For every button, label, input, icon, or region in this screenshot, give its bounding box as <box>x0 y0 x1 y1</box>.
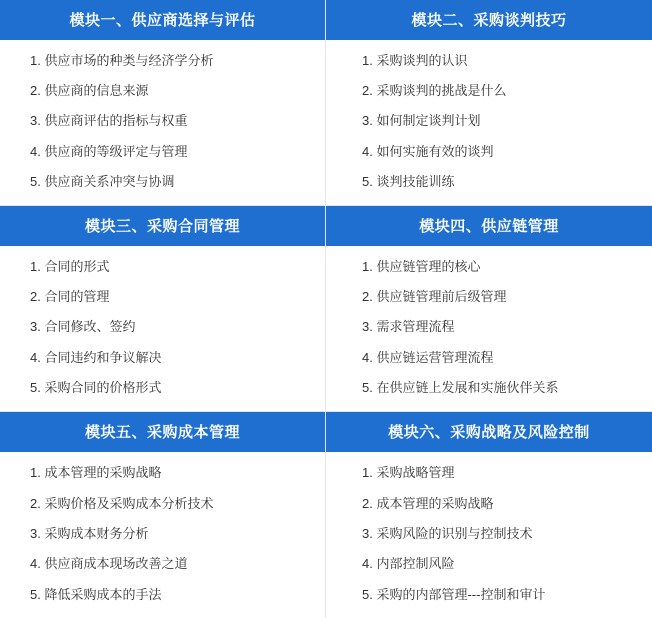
module-item: 2. 供应商的信息来源 <box>30 83 149 99</box>
module-item: 3. 采购成本财务分析 <box>30 525 149 541</box>
module-item: 3. 供应商评估的指标与权重 <box>30 113 188 129</box>
module-title-6: 模块六、采购战略及风险控制 <box>326 412 652 452</box>
module-item: 1. 采购战略管理 <box>362 465 455 481</box>
module-card-1 <box>0 0 326 206</box>
module-item: 4. 供应链运营管理流程 <box>362 349 494 365</box>
module-item: 5. 在供应链上发展和实施伙伴关系 <box>362 379 559 395</box>
module-item: 3. 采购风险的识别与控制技术 <box>362 525 533 541</box>
module-title-3: 模块三、采购合同管理 <box>0 206 325 246</box>
module-item: 4. 供应商成本现场改善之道 <box>30 556 188 572</box>
module-title-1: 模块一、供应商选择与评估 <box>0 0 325 40</box>
module-item: 5. 采购合同的价格形式 <box>30 379 162 395</box>
module-item: 4. 如何实施有效的谈判 <box>362 143 494 159</box>
module-card-3 <box>0 206 326 412</box>
module-item: 2. 采购谈判的挑战是什么 <box>362 83 507 99</box>
module-item: 5. 供应商关系冲突与协调 <box>30 173 175 189</box>
module-title-4: 模块四、供应链管理 <box>326 206 652 246</box>
module-item: 1. 采购谈判的认识 <box>362 53 468 69</box>
module-item: 4. 合同违约和争议解决 <box>30 349 162 365</box>
module-item: 1. 供应市场的种类与经济学分析 <box>30 53 214 69</box>
module-item: 2. 成本管理的采购战略 <box>362 495 494 511</box>
module-item: 1. 成本管理的采购战略 <box>30 465 162 481</box>
module-item: 5. 采购的内部管理---控制和审计 <box>362 586 546 602</box>
module-item: 2. 合同的管理 <box>30 289 110 305</box>
module-item-list-2 <box>326 40 652 205</box>
module-item: 2. 采购价格及采购成本分析技术 <box>30 495 214 511</box>
module-item: 2. 供应链管理前后级管理 <box>362 289 507 305</box>
module-item-list-3 <box>0 246 325 411</box>
module-item: 1. 供应链管理的核心 <box>362 259 481 275</box>
module-item: 4. 内部控制风险 <box>362 556 455 572</box>
module-card-5 <box>0 412 326 618</box>
module-item-list-1 <box>0 40 325 205</box>
module-item-list-5 <box>0 452 325 618</box>
module-item: 5. 降低采购成本的手法 <box>30 586 162 602</box>
module-item: 1. 合同的形式 <box>30 259 110 275</box>
module-item: 4. 供应商的等级评定与管理 <box>30 143 188 159</box>
module-item: 5. 谈判技能训练 <box>362 173 455 189</box>
module-card-2 <box>326 0 652 206</box>
module-item-list-4 <box>326 246 652 411</box>
module-card-6 <box>326 412 652 618</box>
module-title-5: 模块五、采购成本管理 <box>0 412 325 452</box>
module-card-4 <box>326 206 652 412</box>
module-item: 3. 需求管理流程 <box>362 319 455 335</box>
module-title-2: 模块二、采购谈判技巧 <box>326 0 652 40</box>
module-item-list-6 <box>326 452 652 618</box>
module-item: 3. 如何制定谈判计划 <box>362 113 481 129</box>
module-item: 3. 合同修改、签约 <box>30 319 136 335</box>
